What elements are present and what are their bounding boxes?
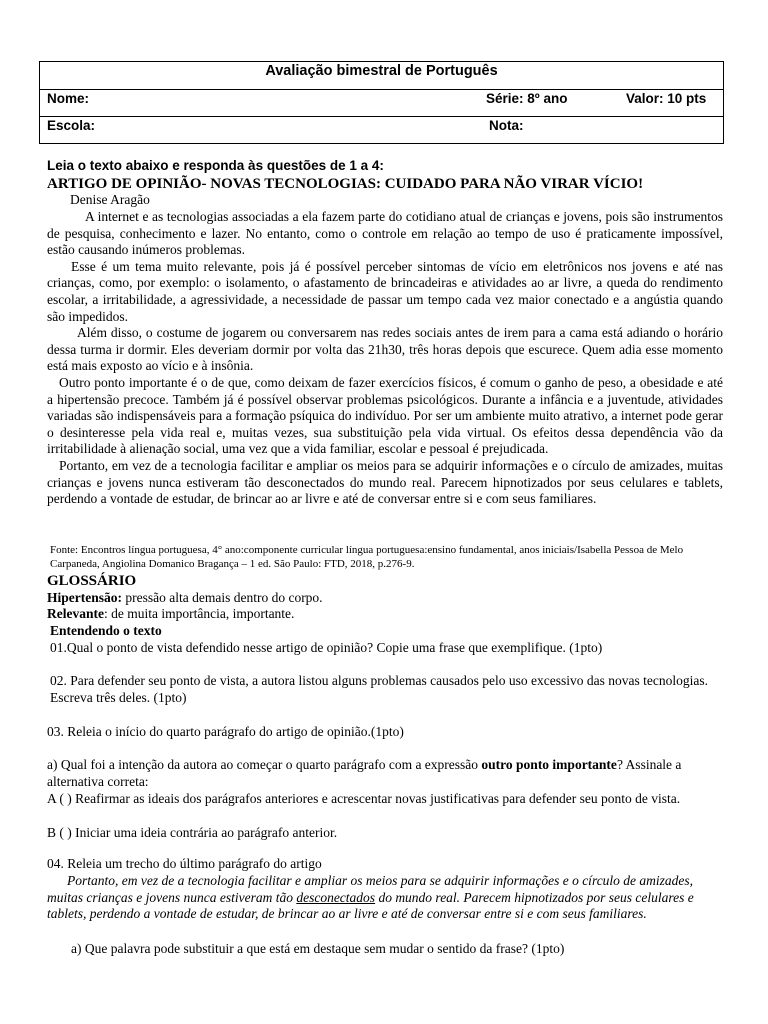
question-4-quote (47, 873, 723, 923)
paragraph-5: Portanto, em vez de a tecnologia facilitar e ampliar os meios para se adquirir informações e o círculo de amizades, muitas crianças e jovens nunca estiveram tão desconectados do mundo real. Parecem hipnotizados por seus celulares e tablets, perdendo a vontade de estudar, de brincar ao ar livre e até de conversar entre si e com seus familiares. (47, 457, 723, 507)
header-box (39, 61, 724, 144)
question-4a: a) Que palavra pode substituir a que está em destaque sem mudar o sentido da frase? (1pto) (71, 941, 565, 956)
nota-label: Nota: (489, 118, 524, 133)
glossary-term: Hipertensão: (47, 590, 122, 605)
question-3a-text: a) Qual foi a intenção da autora ao começar o quarto parágrafo com a expressão (47, 757, 482, 772)
quote-text-end: do mundo real. Parecem hipnotizados por seus celulares e tablets, perdendo a vontade de estudar, de brincar ao ar livre e até de conversar entre si e com seus familiares. (47, 889, 694, 922)
glossary-entry-2 (47, 606, 723, 623)
questions-heading: Entendendo o texto (50, 623, 162, 638)
valor-label: Valor: 10 pts (626, 91, 707, 106)
option-b: B ( ) Iniciar uma ideia contrária ao parágrafo anterior. (47, 825, 338, 840)
article-body (47, 209, 723, 508)
instructions: Leia o texto abaixo e responda às questões de 1 a 4: (47, 158, 384, 173)
serie-label: Série: 8º ano (486, 91, 568, 106)
paragraph-4: Outro ponto importante é o de que, como deixam de fazer exercícios físicos, é comum o ganho de peso, a obesidade e até a hipertensão precoce. Também já é possível observar problemas psicológicos. Durante a infância e a juventude, atividades variadas são indispensáveis para a formação psíquica do indivíduo. Por ser um ambiente muito atrativo, a internet pode gerar o desinteresse pela vida real e, muitas vezes, sua substituição pela vida virtual. Os efeitos dessa dependência vão da irritabilidade à alienação social, uma vez que a vida familiar, escolar e pessoal é prejudicada. (47, 374, 723, 457)
glossary-definition: : de muita importância, importante. (103, 606, 295, 621)
question-2: 02. Para defender seu ponto de vista, a autora listou alguns problemas causados pelo uso excessivo das novas tecnologias. Escreva três deles. (1pto) (50, 673, 708, 705)
nome-label: Nome: (47, 91, 90, 106)
escola-label: Escola: (47, 118, 96, 133)
header-name-row (40, 89, 723, 117)
paragraph-3: Além disso, o costume de jogarem ou conversarem nas redes sociais antes de irem para a cama está adiando o horário dessa turma ir dormir. Eles deveriam dormir por volta das 21h30, três horas depois que escurece. Quem adia esse momento está mais exposto ao vício e à insônia. (47, 325, 723, 374)
article-source: Fonte: Encontros língua portuguesa, 4° ano:componente curricular língua portuguesa:ensino fundamental, anos iniciais/Isabella Pessoa de Melo Carpaneda, Angiolina Domanico Bragança – 1 ed. São Paulo: FTD, 2018, p.276-9. (50, 544, 684, 570)
underlined-word: desconectados (296, 889, 376, 905)
question-3: 03. Releia o início do quarto parágrafo do artigo de opinião.(1pto) (47, 724, 404, 739)
glossary-entry-1 (47, 590, 723, 607)
exam-title: Avaliação bimestral de Português (265, 63, 498, 79)
question-3a-text-end: ? Assinale a alternativa correta: (47, 757, 682, 789)
glossary-definition: pressão alta demais dentro do corpo. (122, 590, 323, 605)
paragraph-1: A internet e as tecnologias associadas a ela fazem parte do cotidiano atual de crianças e jovens, pois são instrumentos de pesquisa, conhecimento e lazer. No entanto, como o controle em relação ao tempo de uso é praticamente impossível, estão causando inúmeros problemas. (47, 209, 723, 258)
glossary-term: Relevante (47, 606, 104, 621)
article-author: Denise Aragão (70, 192, 150, 207)
glossary-title: GLOSSÁRIO (47, 573, 137, 589)
header-school-row (40, 116, 723, 144)
highlighted-expression: outro ponto importante (481, 757, 617, 772)
question-3a (47, 757, 723, 790)
article-title: ARTIGO DE OPINIÃO- NOVAS TECNOLOGIAS: CUIDADO PARA NÃO VIRAR VÍCIO! (47, 176, 644, 192)
option-a: A ( ) Reafirmar as ideais dos parágrafos anteriores e acrescentar novas justificativas para defender seu ponto de vista. (47, 791, 681, 806)
question-1: 01.Qual o ponto de vista defendido nesse artigo de opinião? Copie uma frase que exemplifique. (1pto) (50, 640, 603, 655)
paragraph-2: Esse é um tema muito relevante, pois já é possível perceber sintomas de vício em eletrônicos nos jovens e até nas crianças, como, por exemplo: o isolamento, o afastamento de brincadeiras e atividades ao ar livre, a queda do rendimento escolar, a irritabilidade, a agressividade, a necessidade de passar um tempo cada vez maior conectado e a angústia quando são impedidos. (47, 258, 723, 324)
header-title-row (40, 62, 723, 90)
quote-text: Portanto, em vez de a tecnologia facilitar e ampliar os meios para se adquirir informações e o círculo de amizades, muitas crianças e jovens nunca estiveram tão (47, 873, 694, 905)
question-4: 04. Releia um trecho do último parágrafo do artigo (47, 856, 322, 871)
